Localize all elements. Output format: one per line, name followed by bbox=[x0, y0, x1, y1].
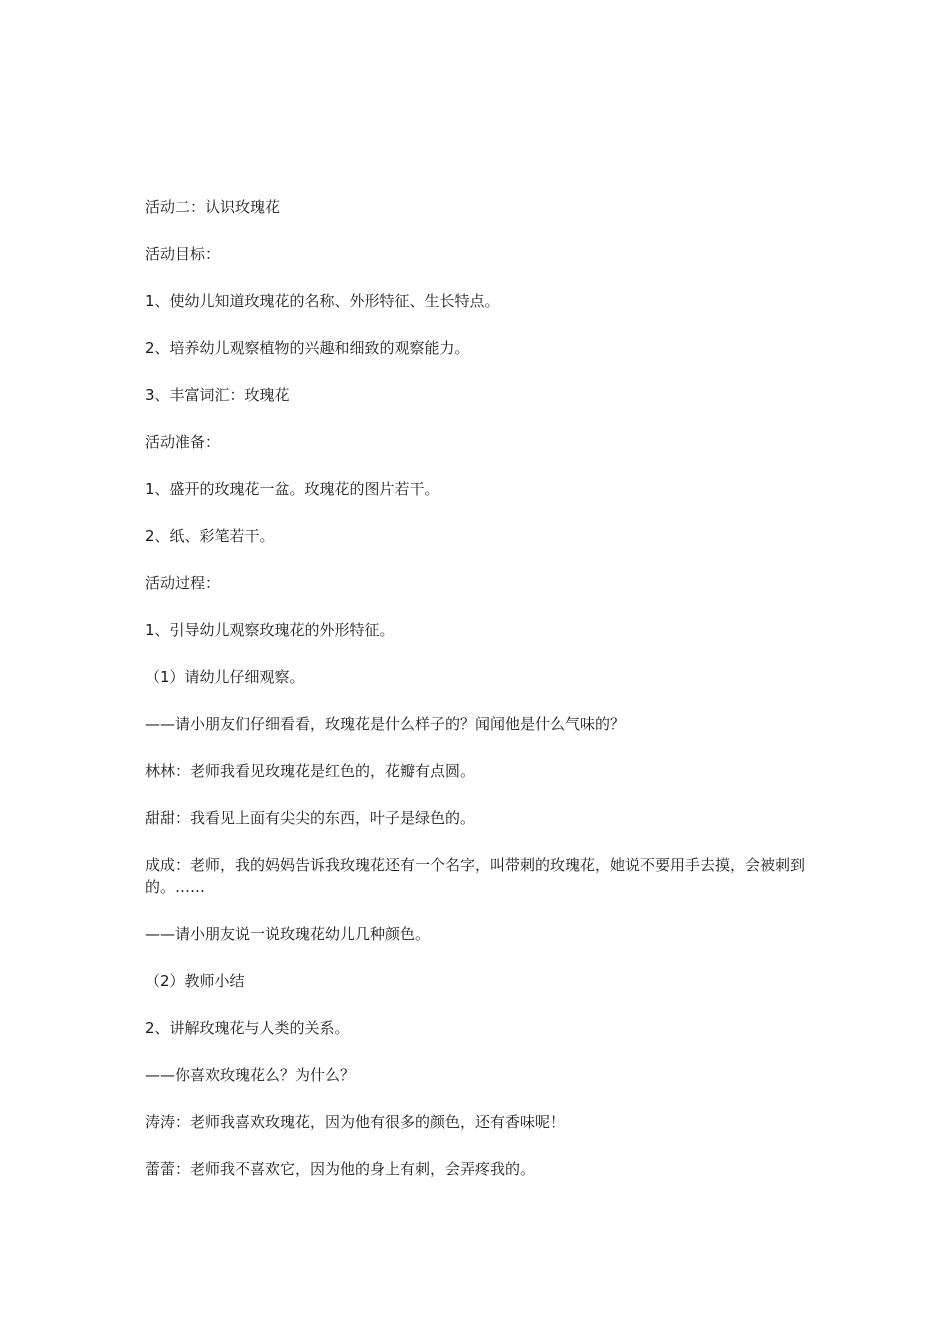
child-answer-linlin: 林林：老师我看见玫瑰花是红色的，花瓣有点圆。 bbox=[145, 762, 476, 780]
child-answer-tiantian: 甜甜：我看见上面有尖尖的东西，叶子是绿色的。 bbox=[145, 809, 476, 827]
preparation-item-1: 1、盛开的玫瑰花一盆。玫瑰花的图片若干。 bbox=[145, 480, 440, 498]
process-step-2: 2、讲解玫瑰花与人类的关系。 bbox=[145, 1019, 350, 1037]
child-answer-chengcheng: 成成：老师，我的妈妈告诉我玫瑰花还有一个名字，叫带刺的玫瑰花，她说不要用手去摸，会被刺到的。…… bbox=[145, 856, 806, 896]
section-heading-preparation: 活动准备： bbox=[145, 433, 221, 451]
process-step-1: 1、引导幼儿观察玫瑰花的外形特征。 bbox=[145, 621, 395, 639]
teacher-question-3: ——你喜欢玫瑰花么？为什么？ bbox=[145, 1066, 356, 1084]
preparation-item-2: 2、纸、彩笔若干。 bbox=[145, 527, 275, 545]
child-answer-leilei: 蕾蕾：老师我不喜欢它，因为他的身上有刺，会弄疼我的。 bbox=[145, 1160, 536, 1178]
document-body bbox=[145, 196, 810, 1205]
activity-title: 活动二：认识玫瑰花 bbox=[145, 198, 281, 216]
process-substep-2: （2）教师小结 bbox=[145, 972, 245, 990]
goal-item-2: 2、培养幼儿观察植物的兴趣和细致的观察能力。 bbox=[145, 339, 470, 357]
section-heading-goals: 活动目标： bbox=[145, 245, 221, 263]
goal-item-3: 3、丰富词汇：玫瑰花 bbox=[145, 386, 290, 404]
section-heading-process: 活动过程： bbox=[145, 574, 221, 592]
goal-item-1: 1、使幼儿知道玫瑰花的名称、外形特征、生长特点。 bbox=[145, 292, 500, 310]
teacher-question-2: ——请小朋友说一说玫瑰花幼儿几种颜色。 bbox=[145, 925, 431, 943]
child-answer-taotao: 涛涛：老师我喜欢玫瑰花，因为他有很多的颜色，还有香味呢！ bbox=[145, 1113, 566, 1131]
teacher-question-1: ——请小朋友们仔细看看，玫瑰花是什么样子的？闻闻他是什么气味的？ bbox=[145, 715, 626, 733]
process-substep-1: （1）请幼儿仔细观察。 bbox=[145, 668, 305, 686]
